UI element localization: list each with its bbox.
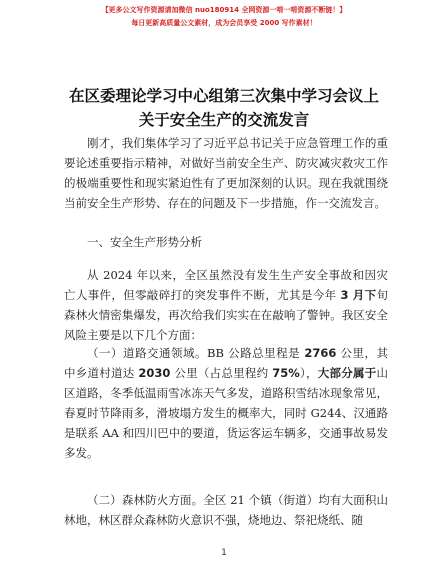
text-run: 旬森林火情密集爆发，再次给我们实实在在敲响了警钟。我区安全风险主要是以下几个方面：	[64, 288, 388, 342]
text-run-bold: 2766	[304, 346, 337, 360]
section-heading-1: 一、安全生产形势分析	[87, 235, 202, 249]
text-run-bold: 3 月下	[340, 288, 377, 302]
paragraph-risk-overview	[64, 265, 388, 345]
paragraph-intro: 刚才，我们集体学习了习近平总书记关于应急管理工作的重要论述重要指示精神，对做好当前安全生产、防灾减灾救灾工作的极端重要性和现实紧迫性有了更加深刻的认识。现在我就围绕当前安全生产形势、存在的问题及下一步措施，作一交流发言。	[64, 136, 388, 210]
document-title-line-1: 在区委理论学习中心组第三次集中学习会议上	[68, 87, 379, 105]
promo-banner-line-2: 每日更新高质量公文素材，成为会员享受 2000 写作素材！	[131, 19, 317, 27]
text-run: （一）道路交通领域。BB 公路总里程是	[87, 346, 305, 360]
text-run: 公里，其中乡道村道达	[64, 346, 389, 380]
text-run: 公里（占总里程约	[170, 366, 273, 380]
paragraph-road-traffic	[64, 343, 388, 463]
promo-banner-line-1: 【更多公文写作资源请加微信 nuo180914 全网资源一啃一啃资源不断链！】	[101, 6, 347, 14]
document-title-line-2: 关于安全生产的交流发言	[138, 111, 310, 129]
text-run-bold: 2030	[138, 366, 171, 380]
text-run: 山区道路，冬季低温雨雪冰冻天气多发，道路积雪结冰现象常见，春夏时节降雨多，滑坡塌方发生的概率大，同时 G244、汉通路是联系 AA 和四川巴中的要道，货运客运车辆多，交通事故易发多发。	[64, 366, 389, 460]
text-run-bold: 大部分属于	[317, 366, 377, 380]
text-run: ），	[299, 366, 318, 380]
text-run: 从 2024 年以来，全区虽然没有发生生产安全事故和因灾亡人事件，但零敲碎打的突发事件不断，尤其是今年	[64, 268, 388, 302]
paragraph-forest-fire: （二）森林防火方面。全区 21 个镇（街道）均有大面积山林地，林区群众森林防火意识不强，烧地边、祭祀烧纸、随	[64, 493, 388, 527]
page-number: 1	[221, 548, 227, 558]
text-run-bold: 75%	[272, 366, 300, 380]
